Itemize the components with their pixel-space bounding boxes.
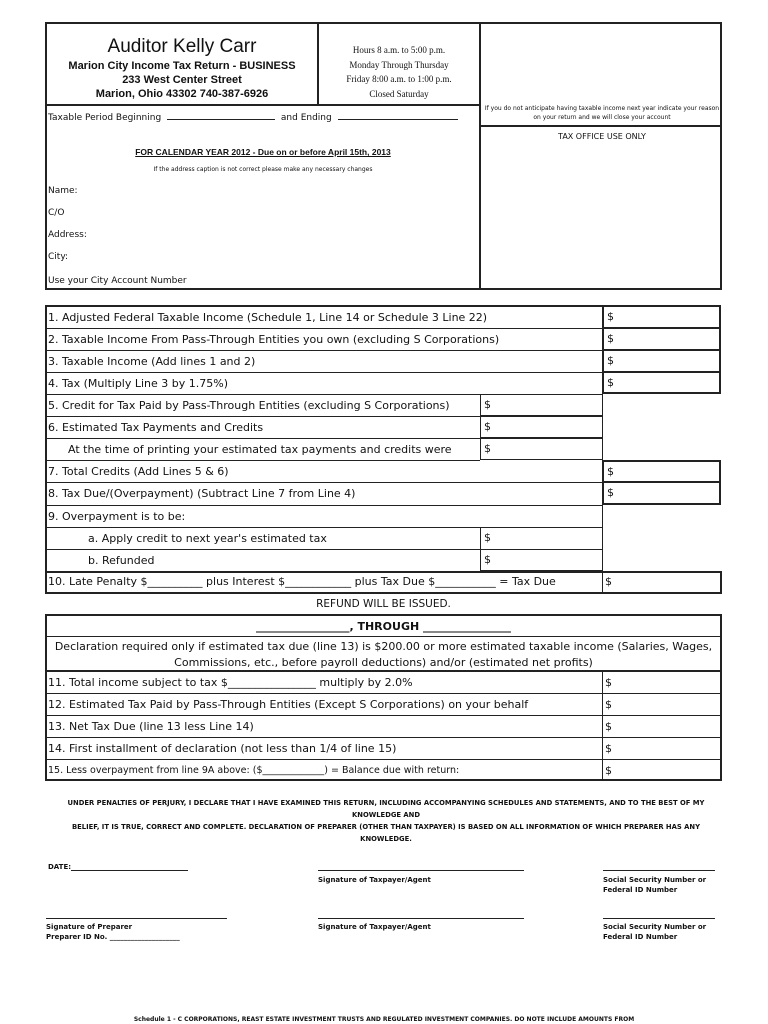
line-9a-rule — [45, 549, 480, 550]
requirement-line-1: Declaration required only if estimated tax due (line 13) is $200.00 or more estimated taxable income (Salaries, Wages, — [54, 640, 713, 653]
ssn-label-line-1: Social Security Number or — [603, 876, 707, 884]
line-7-amount[interactable]: $ — [602, 460, 721, 482]
line-4-label: 4. Tax (Multiply Line 3 by 1.75%) — [48, 377, 229, 390]
line-13-amount[interactable]: $ — [605, 720, 612, 733]
line-5-label: 5. Credit for Tax Paid by Pass-Through Entities (excluding S Corporations) — [48, 399, 450, 412]
taxpayer-signature-label-1: Signature of Taxpayer/Agent — [318, 876, 431, 884]
hours-line: Closed Saturday — [369, 88, 429, 99]
calendar-year-note: FOR CALENDAR YEAR 2012 - Due on or before April 15th, 2013 — [135, 147, 391, 157]
line-10-divider — [602, 571, 603, 594]
line-6-rule — [45, 438, 480, 439]
line-6b-rule — [45, 460, 480, 461]
line-3-label: 3. Taxable Income (Add lines 1 and 2) — [48, 355, 256, 368]
period-begin-field[interactable] — [167, 119, 275, 120]
perjury-line-1: UNDER PENALTIES OF PERJURY, I DECLARE THAT I HAVE EXAMINED THIS RETURN, INCLUDING ACCOMPANYING SCHEDULES AND STATEMENTS, AND TO THE BEST OF MY KNOWLEDGE AND — [67, 799, 705, 819]
ssn-line-1[interactable] — [603, 870, 715, 871]
requirement-line-2: Commissions, etc., before payroll deductions) and/or (estimated net profits) — [174, 656, 593, 669]
period-begin-label: Taxable Period Beginning — [48, 113, 162, 123]
taxpayer-signature-label-2: Signature of Taxpayer/Agent — [318, 923, 431, 931]
office-use-label: TAX OFFICE USE ONLY — [558, 132, 646, 141]
form-title: Marion City Income Tax Return - BUSINESS — [68, 60, 296, 72]
line-4-amount[interactable]: $ — [602, 372, 721, 394]
line-1-rule — [45, 328, 602, 329]
office-use-divider — [479, 125, 722, 127]
line-3-rule — [45, 372, 602, 373]
hours-line: Monday Through Thursday — [349, 59, 449, 70]
date-field[interactable] — [71, 870, 188, 871]
line-13-rule — [45, 737, 722, 738]
ssn-label-2 — [603, 922, 706, 942]
ssn-label-line-2: Federal ID Number — [603, 886, 678, 894]
city-label: City: — [48, 252, 69, 262]
perjury-line-2: BELIEF, IT IS TRUE, CORRECT AND COMPLETE. DECLARATION OF PREPARER (OTHER THAN TAXPAYER) IS BASED ON ALL INFORMATION OF WHICH PREPARER HAS ANY KNOWLEDGE. — [71, 823, 701, 843]
date-label: DATE: — [48, 863, 72, 871]
perjury-statement — [48, 797, 724, 845]
refund-note: REFUND WILL BE ISSUED. — [316, 598, 451, 610]
line-15-amount[interactable]: $ — [605, 764, 612, 777]
line-12-amount[interactable]: $ — [605, 698, 612, 711]
line-1-label: 1. Adjusted Federal Taxable Income (Schedule 1, Line 14 or Schedule 3 Line 22) — [48, 311, 488, 324]
line-9-rule — [45, 527, 480, 528]
line-3-amount[interactable]: $ — [602, 350, 721, 372]
declaration-period: _________________, THROUGH ________________ — [255, 620, 512, 633]
line-14-rule — [45, 759, 722, 760]
line-15-label: 15. Less overpayment from line 9A above: ($_____________) = Balance due with return: — [48, 765, 460, 776]
preparer-signature-label — [46, 922, 180, 942]
line-9a-label: a. Apply credit to next year's estimated tax — [88, 532, 327, 545]
ssn-label-1 — [603, 875, 706, 895]
co-label: C/O — [48, 208, 65, 218]
line-8-label: 8. Tax Due/(Overpayment) (Subtract Line 7 from Line 4) — [48, 487, 356, 500]
line-14-label: 14. First installment of declaration (not less than 1/4 of line 15) — [48, 742, 397, 755]
line-7-label: 7. Total Credits (Add Lines 5 & 6) — [48, 465, 229, 478]
declaration-amount-divider — [602, 670, 603, 781]
address-label: Address: — [48, 230, 87, 240]
line-2-rule — [45, 350, 602, 351]
line-11-rule — [45, 693, 722, 694]
ssn-label-line-1: Social Security Number or — [603, 923, 707, 931]
line-5-rule — [45, 416, 480, 417]
line-6-amount[interactable]: $ — [480, 416, 603, 438]
declaration-period-rule — [45, 636, 722, 637]
line-11-amount[interactable]: $ — [605, 676, 612, 689]
ssn-line-2[interactable] — [603, 918, 715, 919]
line-1-amount[interactable]: $ — [602, 305, 721, 328]
line-8-amount[interactable]: $ — [602, 482, 721, 505]
hours-line: Hours 8 a.m. to 5:00 p.m. — [352, 45, 446, 55]
lines-top-frame — [45, 305, 603, 307]
declaration-requirement — [45, 639, 722, 671]
auditor-name: Auditor Kelly Carr — [107, 36, 257, 57]
period-end-label: and Ending — [280, 113, 332, 123]
line-13-label: 13. Net Tax Due (line 13 less Line 14) — [48, 720, 254, 733]
line-9a-amount[interactable]: $ — [480, 527, 603, 550]
taxpayer-signature-line-1[interactable] — [318, 870, 524, 871]
line-12-label: 12. Estimated Tax Paid by Pass-Through Entities (Except S Corporations) on your behalf — [48, 698, 529, 711]
taxpayer-signature-line-2[interactable] — [318, 918, 524, 919]
hours-line: Friday 8:00 a.m. to 1:00 p.m. — [346, 74, 452, 84]
address-note: If the address caption is not correct please make any necessary changes — [153, 166, 373, 173]
line-10-label: 10. Late Penalty $__________ plus Interest $____________ plus Tax Due $___________ = Tax Due — [48, 575, 556, 588]
preparer-id-text: Preparer ID No. ____________________ — [46, 933, 180, 941]
line-10-amount[interactable]: $ — [605, 575, 612, 588]
line-5-amount[interactable]: $ — [480, 394, 603, 416]
account-number-label: Use your City Account Number — [48, 276, 187, 286]
office-hours — [319, 43, 479, 101]
city-phone: Marion, Ohio 43302 740-387-6926 — [95, 88, 269, 100]
no-income-note: If you do not anticipate having taxable income next year indicate your reason on your return and we will close your account — [484, 105, 720, 121]
line-7-rule — [45, 482, 602, 483]
line-8-rule — [45, 505, 602, 506]
line-9b-amount[interactable]: $ — [480, 549, 603, 571]
line-12-rule — [45, 715, 722, 716]
taxable-period-row — [48, 113, 458, 123]
preparer-sig-text: Signature of Preparer — [46, 923, 133, 931]
ssn-label-line-2: Federal ID Number — [603, 933, 678, 941]
schedule-footer: Schedule 1 - C CORPORATIONS, REAST ESTATE INVESTMENT TRUSTS AND REGULATED INVESTMENT COMPANIES. DO NOTE INCLUDE AMOUNTS FROM — [133, 1016, 635, 1023]
street-address: 233 West Center Street — [122, 74, 242, 86]
line-9-label: 9. Overpayment is to be: — [48, 510, 186, 523]
line-14-amount[interactable]: $ — [605, 742, 612, 755]
period-end-field[interactable] — [338, 119, 458, 120]
header-divider — [45, 104, 481, 106]
line-9b-label: b. Refunded — [88, 554, 155, 567]
line-2-label: 2. Taxable Income From Pass-Through Entities you own (excluding S Corporations) — [48, 333, 500, 346]
line-2-amount[interactable]: $ — [602, 328, 721, 350]
preparer-signature-line[interactable] — [46, 918, 227, 919]
line-6b-amount[interactable]: $ — [480, 438, 603, 460]
lines-left-frame — [45, 305, 47, 571]
line-11-label: 11. Total income subject to tax $________________ multiply by 2.0% — [48, 676, 413, 689]
line-6-label: 6. Estimated Tax Payments and Credits — [48, 421, 264, 434]
header-col-divider-2 — [479, 22, 481, 290]
declaration-header-rule — [45, 670, 722, 672]
line-6b-label: At the time of printing your estimated tax payments and credits were — [68, 443, 452, 456]
name-label: Name: — [48, 186, 78, 196]
